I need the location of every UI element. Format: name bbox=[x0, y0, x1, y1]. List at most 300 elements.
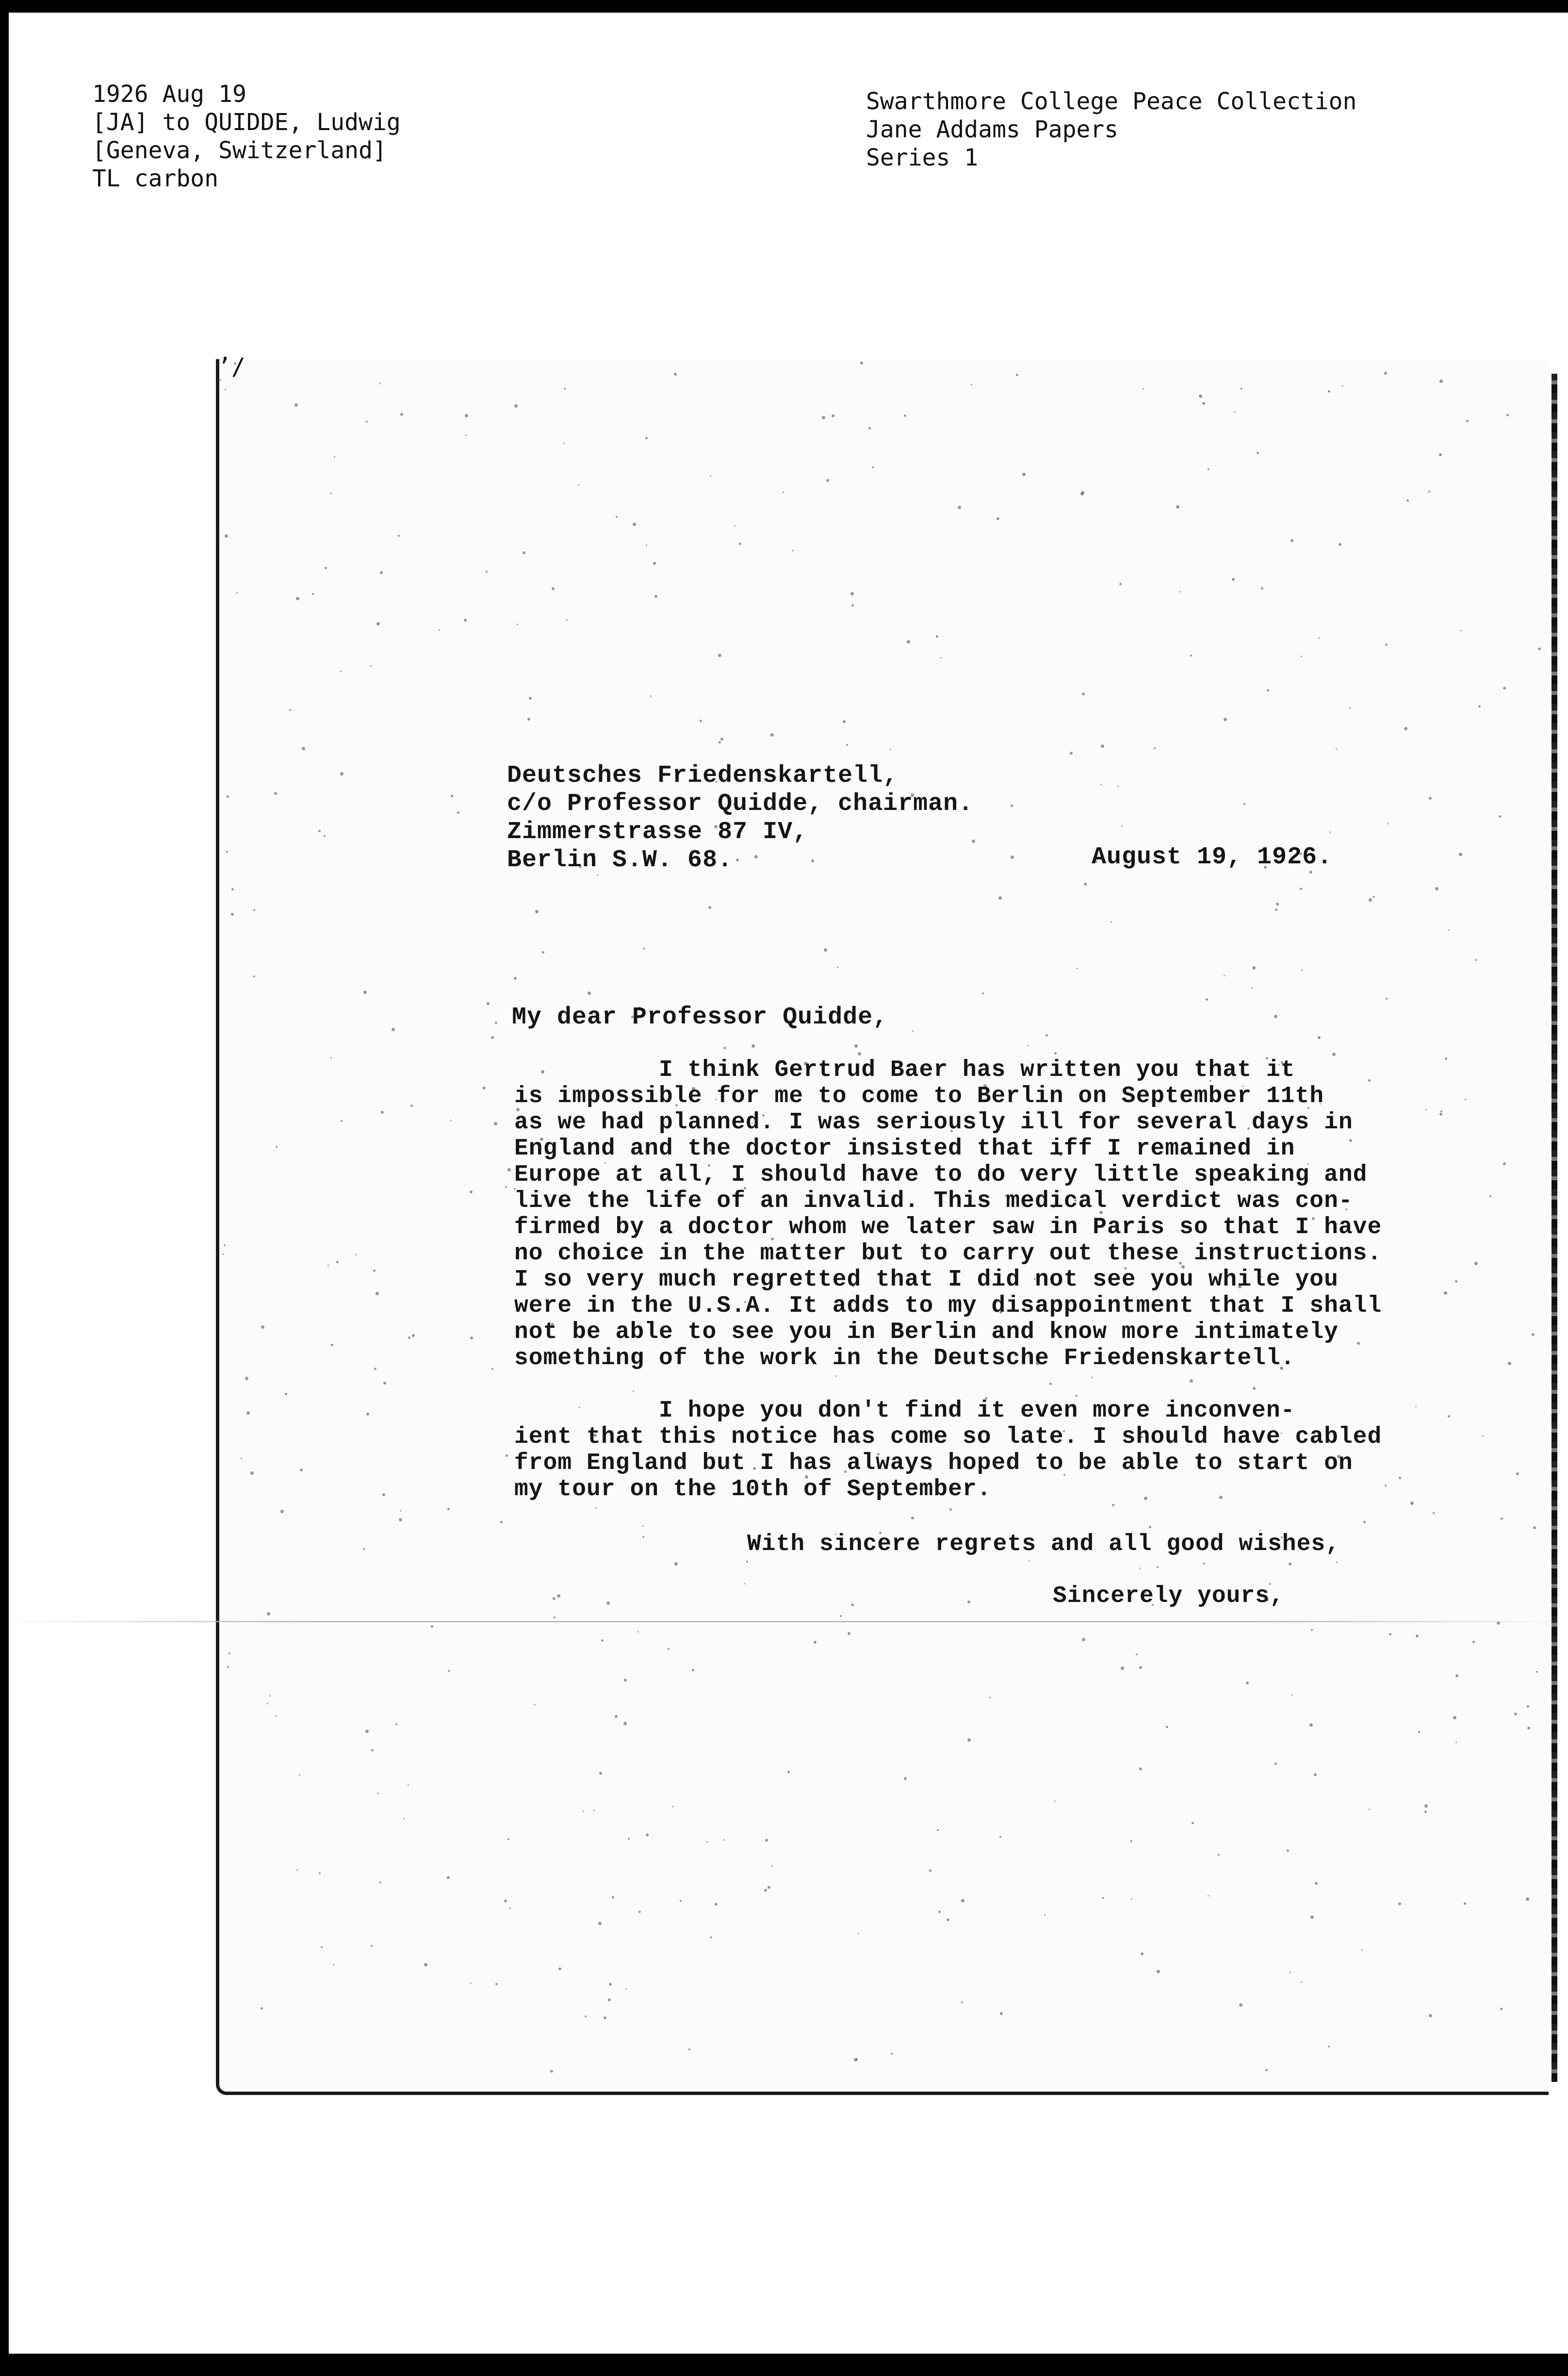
speckle-dot bbox=[1091, 1377, 1093, 1378]
speckle-dot bbox=[470, 1982, 472, 1984]
speckle-dot bbox=[1384, 372, 1387, 375]
speckle-dot bbox=[276, 1146, 278, 1148]
speckle-dot bbox=[1429, 2014, 1432, 2017]
speckle-dot bbox=[1361, 1949, 1363, 1951]
speckle-dot bbox=[253, 909, 255, 911]
speckle-dot bbox=[535, 910, 539, 913]
body-line: not be able to see you in Berlin and know more intimately bbox=[514, 1319, 1339, 1345]
speckle-dot bbox=[507, 1838, 509, 1840]
body-line: I hope you don't find it even more inconven- bbox=[514, 1398, 1295, 1424]
speckle-dot bbox=[495, 1022, 497, 1024]
speckle-dot bbox=[1265, 2069, 1268, 2071]
speckle-dot bbox=[624, 1679, 627, 1682]
speckle-dot bbox=[947, 1918, 949, 1921]
speckle-dot bbox=[1027, 1045, 1029, 1046]
speckle-dot bbox=[1112, 1504, 1114, 1506]
speckle-dot bbox=[267, 1612, 270, 1616]
speckle-dot bbox=[1455, 1674, 1458, 1677]
speckle-dot bbox=[340, 671, 342, 672]
speckle-dot bbox=[231, 913, 234, 916]
speckle-dot bbox=[996, 517, 999, 520]
speckle-dot bbox=[1418, 1731, 1420, 1733]
speckle-dot bbox=[1054, 1800, 1056, 1802]
speckle-dot bbox=[1336, 748, 1337, 750]
speckle-dot bbox=[330, 493, 332, 494]
speckle-dot bbox=[275, 1716, 277, 1717]
speckle-dot bbox=[715, 1903, 718, 1906]
speckle-dot bbox=[280, 1510, 284, 1513]
speckle-dot bbox=[223, 1254, 224, 1255]
speckle-dot bbox=[751, 1044, 755, 1048]
speckle-dot bbox=[688, 2048, 690, 2050]
speckle-dot bbox=[1311, 1629, 1313, 1631]
speckle-dot bbox=[336, 1261, 339, 1263]
speckle-dot bbox=[1385, 644, 1388, 646]
speckle-dot bbox=[514, 977, 517, 980]
speckle-dot bbox=[517, 624, 518, 625]
speckle-dot bbox=[1199, 395, 1202, 398]
speckle-dot bbox=[464, 619, 467, 622]
speckle-dot bbox=[381, 1111, 384, 1114]
speckle-dot bbox=[566, 619, 568, 621]
speckle-dot bbox=[1300, 888, 1302, 890]
speckle-dot bbox=[550, 2070, 553, 2073]
speckle-dot bbox=[588, 991, 591, 995]
speckle-dot bbox=[850, 592, 854, 595]
speckle-dot bbox=[1224, 975, 1225, 976]
speckle-dot bbox=[447, 1876, 450, 1879]
speckle-dot bbox=[940, 657, 942, 659]
speckle-dot bbox=[1448, 929, 1450, 931]
body-line: something of the work in the Deutsche Friedenskartell. bbox=[514, 1345, 1295, 1371]
collection-name: Swarthmore College Peace Collection bbox=[866, 88, 1357, 115]
speckle-dot bbox=[1500, 2008, 1503, 2010]
speckle-dot bbox=[1054, 1052, 1057, 1055]
speckle-dot bbox=[851, 1603, 854, 1606]
speckle-dot bbox=[1290, 1972, 1291, 1973]
speckle-dot bbox=[491, 1036, 494, 1039]
speckle-dot bbox=[1077, 968, 1078, 969]
recipient-address bbox=[507, 762, 973, 874]
speckle-dot bbox=[967, 1738, 971, 1742]
speckle-dot bbox=[465, 414, 468, 417]
speckle-dot bbox=[527, 718, 530, 721]
speckle-dot bbox=[936, 635, 938, 638]
speckle-dot bbox=[890, 749, 891, 750]
speckle-dot bbox=[487, 1002, 490, 1005]
address-line: Deutsches Friedenskartell, bbox=[507, 762, 898, 790]
speckle-dot bbox=[1141, 1952, 1143, 1955]
speckle-dot bbox=[1011, 856, 1014, 859]
speckle-dot bbox=[846, 744, 848, 746]
speckle-dot bbox=[509, 1908, 511, 1909]
speckle-dot bbox=[642, 1525, 644, 1527]
speckle-dot bbox=[224, 1244, 226, 1246]
speckle-dot bbox=[706, 1841, 708, 1843]
speckle-dot bbox=[1239, 2003, 1242, 2007]
speckle-dot bbox=[1166, 1726, 1168, 1728]
speckle-dot bbox=[267, 1703, 268, 1704]
body-line: is impossible for me to come to Berlin on September 11th bbox=[514, 1083, 1324, 1109]
speckle-dot bbox=[554, 1617, 555, 1618]
speckle-dot bbox=[439, 629, 440, 631]
speckle-dot bbox=[1029, 1560, 1030, 1562]
speckle-dot bbox=[1243, 803, 1245, 805]
speckle-dot bbox=[585, 2015, 587, 2017]
speckle-dot bbox=[912, 1030, 914, 1032]
speckle-dot bbox=[1049, 1383, 1052, 1385]
speckle-dot bbox=[1464, 1902, 1466, 1905]
speckle-dot bbox=[1466, 420, 1469, 422]
speckle-dot bbox=[1404, 727, 1407, 730]
speckle-dot bbox=[334, 456, 335, 458]
speckle-dot bbox=[457, 811, 459, 814]
speckle-dot bbox=[854, 1044, 858, 1048]
scan-border-left bbox=[0, 0, 9, 2376]
speckle-dot bbox=[680, 1900, 682, 1902]
speckle-dot bbox=[495, 1983, 498, 1985]
speckle-dot bbox=[1276, 903, 1279, 906]
speckle-dot bbox=[961, 2001, 963, 2003]
speckle-dot bbox=[1081, 491, 1084, 494]
speckle-dot bbox=[227, 1666, 229, 1668]
speckle-dot bbox=[672, 1806, 673, 1807]
speckle-dot bbox=[710, 475, 711, 477]
speckle-dot bbox=[744, 1583, 745, 1584]
speckle-dot bbox=[1475, 959, 1477, 961]
speckle-dot bbox=[1439, 380, 1443, 383]
speckle-dot bbox=[371, 1945, 373, 1947]
speckle-dot bbox=[783, 492, 784, 493]
speckle-dot bbox=[1232, 578, 1235, 581]
speckle-dot bbox=[601, 1639, 604, 1642]
speckle-dot bbox=[376, 1292, 379, 1295]
speckle-dot bbox=[623, 1722, 627, 1725]
speckle-dot bbox=[1289, 1563, 1291, 1566]
speckle-dot bbox=[1533, 1526, 1536, 1529]
speckle-dot bbox=[1459, 853, 1462, 856]
speckle-dot bbox=[1503, 687, 1506, 690]
speckle-dot bbox=[843, 720, 846, 723]
speckle-dot bbox=[597, 874, 598, 876]
speckle-dot bbox=[1261, 587, 1263, 590]
speckle-dot bbox=[764, 1889, 767, 1892]
speckle-dot bbox=[300, 1468, 303, 1471]
speckle-dot bbox=[331, 1344, 333, 1346]
speckle-dot bbox=[1136, 1653, 1138, 1655]
speckle-dot bbox=[1117, 786, 1119, 787]
speckle-dot bbox=[1349, 707, 1351, 709]
speckle-dot bbox=[1241, 388, 1242, 390]
speckle-dot bbox=[674, 373, 677, 376]
speckle-dot bbox=[412, 1334, 415, 1337]
speckle-dot bbox=[431, 1625, 433, 1628]
speckle-dot bbox=[1332, 1053, 1336, 1056]
body-line: firmed by a doctor whom we later saw in Paris so that I have bbox=[514, 1214, 1382, 1240]
speckle-dot bbox=[363, 1548, 365, 1550]
speckle-dot bbox=[225, 389, 226, 390]
speckle-dot bbox=[514, 404, 518, 408]
speckle-dot bbox=[379, 1881, 381, 1883]
speckle-dot bbox=[638, 1911, 641, 1913]
speckle-dot bbox=[1315, 1882, 1318, 1885]
speckle-dot bbox=[1149, 1526, 1151, 1528]
speckle-dot bbox=[1143, 388, 1144, 390]
body-paragraph-2 bbox=[514, 1398, 1465, 1502]
speckle-dot bbox=[1301, 970, 1303, 971]
speckle-dot bbox=[792, 550, 794, 551]
speckle-dot bbox=[628, 1838, 630, 1840]
speckle-dot bbox=[424, 1963, 427, 1966]
speckle-dot bbox=[229, 1652, 230, 1654]
speckle-dot bbox=[650, 695, 652, 697]
speckle-dot bbox=[700, 720, 702, 722]
speckle-dot bbox=[1203, 1563, 1205, 1565]
speckle-dot bbox=[505, 1186, 507, 1188]
speckle-dot bbox=[325, 567, 327, 569]
speckle-dot bbox=[1424, 1811, 1427, 1813]
speckle-dot bbox=[1301, 1981, 1302, 1983]
speckle-dot bbox=[1045, 1034, 1048, 1037]
speckle-dot bbox=[327, 1265, 329, 1266]
speckle-dot bbox=[470, 1190, 473, 1193]
citation-location: [Geneva, Switzerland] bbox=[92, 137, 387, 164]
speckle-dot bbox=[615, 1715, 618, 1718]
speckle-dot bbox=[246, 1411, 250, 1415]
speckle-dot bbox=[1119, 583, 1122, 585]
speckle-dot bbox=[989, 1697, 991, 1698]
speckle-dot bbox=[1022, 473, 1026, 476]
speckle-dot bbox=[470, 1336, 473, 1339]
speckle-dot bbox=[1508, 1362, 1511, 1365]
speckle-dot bbox=[1139, 1666, 1142, 1669]
speckle-dot bbox=[1190, 1379, 1193, 1383]
speckle-dot bbox=[832, 414, 834, 417]
speckle-dot bbox=[937, 1829, 939, 1831]
speckle-dot bbox=[840, 1615, 842, 1617]
body-line: England and the doctor insisted that iff I remained in bbox=[514, 1136, 1295, 1162]
signoff: Sincerely yours, bbox=[1053, 1583, 1284, 1609]
speckle-dot bbox=[321, 1946, 323, 1948]
speckle-dot bbox=[1139, 1568, 1141, 1569]
speckle-dot bbox=[1532, 1333, 1535, 1336]
body-line: Europe at all, I should have to do very little speaking and bbox=[514, 1162, 1368, 1188]
speckle-dot bbox=[392, 1028, 395, 1031]
speckle-dot bbox=[1369, 1809, 1370, 1810]
speckle-dot bbox=[225, 534, 228, 538]
body-line: live the life of an invalid. This medical verdict was con- bbox=[514, 1188, 1353, 1214]
speckle-dot bbox=[1429, 797, 1432, 800]
speckle-dot bbox=[236, 592, 238, 594]
speckle-dot bbox=[1190, 655, 1192, 657]
speckle-dot bbox=[646, 1833, 649, 1836]
speckle-dot bbox=[604, 2016, 606, 2019]
speckle-dot bbox=[355, 1254, 357, 1255]
speckle-dot bbox=[1363, 1521, 1366, 1523]
speckle-dot bbox=[486, 571, 488, 573]
speckle-dot bbox=[1428, 491, 1430, 493]
speckle-dot bbox=[835, 1375, 837, 1377]
speckle-dot bbox=[1082, 1638, 1085, 1641]
speckle-dot bbox=[598, 1922, 602, 1925]
speckle-dot bbox=[1234, 412, 1236, 413]
body-line: were in the U.S.A. It adds to my disappointment that I shall bbox=[514, 1293, 1382, 1319]
speckle-dot bbox=[408, 1336, 410, 1339]
speckle-dot bbox=[318, 830, 321, 832]
speckle-dot bbox=[1501, 1518, 1503, 1520]
speckle-dot bbox=[227, 795, 229, 798]
speckle-dot bbox=[674, 1562, 678, 1566]
speckle-dot bbox=[668, 1648, 670, 1650]
speckle-dot bbox=[971, 384, 972, 385]
speckle-dot bbox=[1424, 1804, 1428, 1808]
speckle-dot bbox=[907, 640, 910, 644]
speckle-dot bbox=[542, 951, 544, 954]
speckle-dot bbox=[1439, 453, 1442, 456]
speckle-dot bbox=[241, 1458, 242, 1459]
speckle-dot bbox=[599, 1772, 602, 1775]
speckle-dot bbox=[1252, 966, 1256, 970]
speckle-dot bbox=[633, 523, 636, 526]
speckle-dot bbox=[822, 416, 825, 419]
speckle-dot bbox=[1224, 718, 1227, 721]
speckle-dot bbox=[860, 362, 863, 364]
speckle-dot bbox=[633, 1390, 634, 1392]
speckle-dot bbox=[1435, 887, 1438, 891]
speckle-dot bbox=[872, 466, 874, 468]
speckle-dot bbox=[410, 1105, 413, 1107]
speckle-dot bbox=[1101, 744, 1104, 748]
speckle-dot bbox=[1433, 1512, 1435, 1514]
citation-format: TL carbon bbox=[92, 165, 219, 192]
speckle-dot bbox=[1121, 1666, 1124, 1670]
speckle-dot bbox=[692, 1669, 694, 1671]
speckle-dot bbox=[625, 1988, 627, 1990]
speckle-dot bbox=[720, 738, 723, 741]
speckle-dot bbox=[1336, 1562, 1338, 1563]
speckle-dot bbox=[1342, 385, 1343, 387]
speckle-dot bbox=[382, 1493, 385, 1496]
speckle-dot bbox=[826, 479, 829, 482]
speckle-dot bbox=[500, 1521, 503, 1523]
speckle-dot bbox=[299, 1774, 300, 1776]
speckle-dot bbox=[269, 1695, 271, 1697]
body-line: my tour on the 10th of September. bbox=[514, 1476, 992, 1502]
speckle-dot bbox=[400, 413, 403, 416]
speckle-dot bbox=[363, 990, 367, 994]
speckle-dot bbox=[982, 992, 984, 994]
speckle-dot bbox=[1130, 1840, 1132, 1842]
speckle-dot bbox=[1526, 1898, 1529, 1901]
speckle-dot bbox=[483, 1087, 486, 1089]
speckle-dot bbox=[1257, 452, 1259, 454]
speckle-dot bbox=[814, 1641, 817, 1644]
speckle-dot bbox=[245, 1377, 248, 1380]
scan-border-bottom bbox=[0, 2354, 1568, 2376]
speckle-dot bbox=[1506, 414, 1509, 416]
speckle-dot bbox=[296, 597, 299, 600]
speckle-dot bbox=[1251, 987, 1253, 989]
speckle-dot bbox=[253, 975, 255, 977]
citation-date: 1926 Aug 19 bbox=[92, 81, 246, 108]
speckle-dot bbox=[1154, 747, 1156, 749]
carbon-right-edge bbox=[1552, 374, 1557, 2082]
closing-line: With sincere regrets and all good wishes, bbox=[747, 1531, 1340, 1557]
speckle-dot bbox=[491, 1368, 493, 1370]
body-line: no choice in the matter but to carry out these instructions. bbox=[514, 1240, 1382, 1267]
speckle-dot bbox=[1157, 1566, 1159, 1568]
speckle-dot bbox=[612, 1896, 614, 1898]
speckle-dot bbox=[710, 1936, 712, 1938]
speckle-dot bbox=[1157, 1970, 1160, 1973]
speckle-dot bbox=[1011, 805, 1013, 807]
speckle-dot bbox=[400, 1510, 401, 1512]
speckle-dot bbox=[395, 1723, 397, 1725]
speckle-dot bbox=[653, 562, 656, 565]
speckle-dot bbox=[231, 888, 234, 891]
speckle-dot bbox=[643, 948, 645, 950]
speckle-dot bbox=[967, 1600, 970, 1603]
speckle-dot bbox=[261, 1325, 264, 1329]
speckle-dot bbox=[1455, 1742, 1457, 1743]
speckle-dot bbox=[1070, 752, 1073, 755]
speckle-dot bbox=[770, 733, 774, 737]
speckle-dot bbox=[646, 544, 647, 546]
speckle-dot bbox=[719, 741, 721, 743]
speckle-dot bbox=[856, 2058, 858, 2060]
speckle-dot bbox=[1192, 1822, 1194, 1824]
speckle-dot bbox=[506, 1454, 508, 1457]
speckle-dot bbox=[595, 1507, 597, 1509]
speckle-dot bbox=[558, 1967, 561, 1970]
speckle-dot bbox=[1290, 539, 1293, 542]
body-line: as we had planned. I was seriously ill for several days in bbox=[514, 1109, 1353, 1136]
speckle-dot bbox=[708, 906, 711, 909]
speckle-dot bbox=[250, 1471, 254, 1475]
speckle-dot bbox=[1514, 1713, 1517, 1716]
speckle-dot bbox=[609, 1983, 612, 1986]
speckle-dot bbox=[504, 1899, 507, 1902]
speckle-dot bbox=[380, 571, 383, 574]
speckle-dot bbox=[1369, 898, 1372, 902]
speckle-dot bbox=[723, 1047, 726, 1049]
speckle-dot bbox=[383, 1382, 386, 1385]
speckle-dot bbox=[294, 403, 298, 407]
speckle-dot bbox=[1291, 1694, 1293, 1696]
speckle-dot bbox=[1100, 784, 1102, 785]
speckle-dot bbox=[1416, 1634, 1419, 1637]
speckle-dot bbox=[1301, 656, 1302, 657]
speckle-dot bbox=[1121, 825, 1123, 827]
speckle-dot bbox=[1218, 1854, 1220, 1856]
scan-fold-line bbox=[0, 1621, 1568, 1622]
citation-correspondents: [JA] to QUIDDE, Ludwig bbox=[92, 109, 401, 136]
address-line: c/o Professor Quidde, chairman. bbox=[507, 790, 974, 818]
speckle-dot bbox=[961, 1899, 964, 1902]
speckle-dot bbox=[999, 1836, 1001, 1838]
speckle-dot bbox=[1489, 1195, 1491, 1197]
speckle-dot bbox=[341, 1120, 343, 1122]
speckle-dot bbox=[1208, 468, 1209, 470]
speckle-dot bbox=[1016, 374, 1018, 376]
speckle-dot bbox=[1478, 705, 1481, 708]
speckle-dot bbox=[319, 1872, 321, 1874]
speckle-dot bbox=[1536, 1671, 1538, 1673]
speckle-dot bbox=[891, 2053, 893, 2055]
body-paragraph-1 bbox=[514, 1057, 1465, 1371]
speckle-dot bbox=[1179, 591, 1180, 593]
speckle-dot bbox=[1398, 1902, 1401, 1905]
